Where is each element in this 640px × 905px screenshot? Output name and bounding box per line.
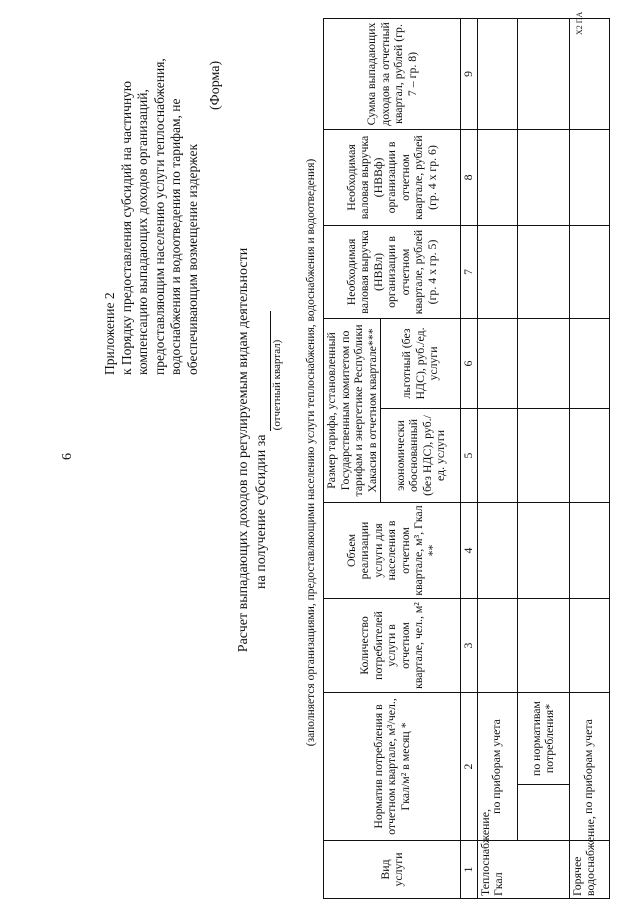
period-note: (отчетный квартал) [271, 339, 283, 431]
calculation-table [323, 18, 610, 899]
cell [477, 318, 517, 408]
row-water-label: Горячее водоснабжение, [569, 841, 609, 899]
page-number: 6 [60, 453, 75, 460]
col-num: 7 [461, 225, 478, 318]
header-norm: Норматив потребления в отчетном квартале, м³/чел., Гкал/м² в месяц * [324, 692, 461, 840]
cell [569, 502, 609, 598]
header-tariff-pref: льготный (без НДС), руб./ед. услуги [381, 318, 461, 408]
cell [569, 408, 609, 502]
col-num: 8 [461, 129, 478, 225]
cell [517, 408, 569, 502]
appendix-header [102, 30, 202, 375]
header-consumers: Количество потребителей услуги в отчетном квартале, чел., м² [324, 598, 461, 692]
header-service: Вид услуги [324, 841, 461, 899]
document-title [235, 210, 284, 690]
table-row-heat-norm [517, 18, 569, 898]
period-blank [256, 311, 271, 431]
header-nvv-pref: Необходимая валовая выручка (НВВл) организации в отчетном квартале, рублей (гр. 4 x гр. 5) [324, 225, 461, 318]
header-nvv-fact: Необходимая валовая выручка (НВВф) организации в отчетном квартале, рублей (гр. 4 x гр. 6) [324, 129, 461, 225]
cell [517, 129, 569, 225]
appendix-title: Приложение 2 [102, 292, 117, 375]
cell [569, 598, 609, 692]
col-num: 3 [461, 598, 478, 692]
header-sum: Сумма выпадающих доходов за отчетный квартал, рублей (гр. 7 – гр. 8) [324, 18, 461, 129]
table-row-heat-meter [477, 18, 517, 898]
cell [569, 18, 609, 129]
cell [517, 18, 569, 129]
col-num: 1 [461, 841, 478, 899]
row-heat-meter-label: по приборам учета [477, 692, 517, 840]
cell [517, 785, 569, 841]
col-num: 4 [461, 502, 478, 598]
cell [569, 129, 609, 225]
col-num: 9 [461, 18, 478, 129]
title-line-2: на получение субсидии за [253, 210, 271, 690]
col-num: 6 [461, 318, 478, 408]
header-row-1 [324, 18, 381, 898]
cell [477, 408, 517, 502]
col-num: 5 [461, 408, 478, 502]
cell [569, 318, 609, 408]
cell [569, 225, 609, 318]
row-water-meter-label: по приборам учета [569, 692, 609, 840]
cell [477, 225, 517, 318]
title-line-1: Расчет выпадающих доходов по регулируемым видам деятельности [236, 247, 251, 653]
appendix-text: к Порядку предоставления субсидий на частичную компенсацию выпадающих доходов организаций, предоставляющим населению услуги теплоснабжения, водоснабжения и водоотведения по тарифам, не обеспечивающим возмещение издержек [118, 58, 200, 375]
form-label: (Форма) [208, 60, 223, 110]
cell [477, 598, 517, 692]
cell [477, 18, 517, 129]
fill-note: (заполняется организациями, предоставляющими населению услуги теплоснабжения, водоснабжения и водоотведения) [305, 158, 317, 747]
table-row-water-meter [569, 18, 609, 898]
cell [477, 502, 517, 598]
cell [477, 129, 517, 225]
row-heat-label: Теплоснабжение, Гкал [477, 841, 569, 899]
cell [517, 318, 569, 408]
col-num: 2 [461, 692, 478, 840]
corner-mark: Х2 ПА [575, 11, 584, 35]
cell [517, 598, 569, 692]
row-heat-norm-label: по нормативам потребления* [517, 692, 569, 784]
cell [517, 502, 569, 598]
header-tariff: Размер тарифа, установленный Государственным комитетом по тарифам и энергетике Республики Хакасия в отчетном квартале*** [324, 318, 381, 502]
column-number-row [461, 18, 478, 898]
header-tariff-econ: экономически обоснованный (без НДС), руб./ед. услуги [381, 408, 461, 502]
cell [517, 225, 569, 318]
header-volume: Объем реализации услуги для населения в отчетном квартале, м³, Гкал ** [324, 502, 461, 598]
